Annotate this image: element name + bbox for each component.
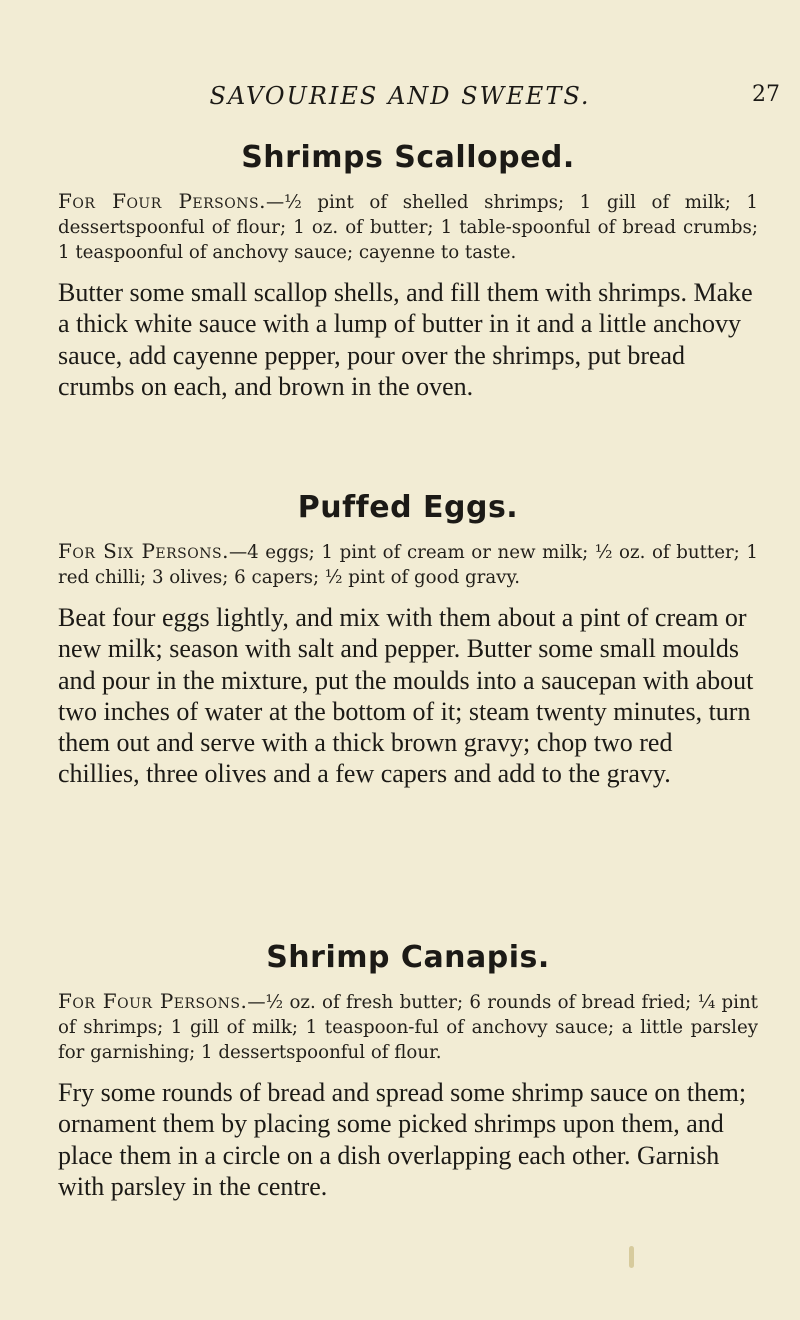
recipe-title: Shrimp Canapis. xyxy=(266,940,550,975)
recipe-shrimps-scalloped xyxy=(58,140,758,402)
method-text: Beat four eggs lightly, and mix with them about a pint of cream or new milk; season with salt and pepper. Butter some small moulds and pour in the mixture, put the moulds into a saucepan with about two inches of water at the bottom of it; steam twenty minutes, turn them out and serve with a thick brown gravy; chop two red chillies, three olives and a few capers and add to the gravy. xyxy=(58,603,754,789)
recipe-puffed-eggs xyxy=(58,490,758,790)
method-text: Butter some small scallop shells, and fill them with shrimps. Make a thick white sauce with a lump of butter in it and a little anchovy sauce, add cayenne pepper, pour over the shrimps, put bread crumbs on each, and brown in the oven. xyxy=(58,278,753,401)
running-header xyxy=(0,82,800,114)
ingredients-list xyxy=(58,189,758,265)
servings-label: For Four Persons. xyxy=(58,989,248,1013)
page-number: 27 xyxy=(752,82,780,107)
ingredients-text: —4 eggs; 1 pint of cream or new milk; ½ oz. of butter; 1 red chilli; 3 olives; 6 capers; ½ pint of good gravy. xyxy=(58,542,758,588)
recipe-title: Shrimps Scalloped. xyxy=(241,140,575,175)
ingredients-list xyxy=(58,539,758,590)
servings-label: For Four Persons. xyxy=(58,189,266,213)
ingredients-list xyxy=(58,989,758,1065)
recipe-title: Puffed Eggs. xyxy=(297,490,519,525)
running-title: SAVOURIES AND SWEETS. xyxy=(209,82,591,110)
recipe-shrimp-canapis xyxy=(58,940,758,1202)
ink-stain xyxy=(629,1246,634,1268)
ingredients-text: —½ pint of shelled shrimps; 1 gill of milk; 1 dessertspoonful of flour; 1 oz. of butter; 1 table-spoonful of bread crumbs; 1 teaspoonful of anchovy sauce; cayenne to taste. xyxy=(58,192,759,263)
method-text: Fry some rounds of bread and spread some shrimp sauce on them; ornament them by placing some picked shrimps upon them, and place them in a circle on a dish overlapping each other. Garnish with parsley in the centre. xyxy=(58,1078,747,1201)
ingredients-text: —½ oz. of fresh butter; 6 rounds of bread fried; ¼ pint of shrimps; 1 gill of milk; 1 teaspoon-ful of anchovy sauce; a little parsley for garnishing; 1 dessertspoonful of flour. xyxy=(58,992,758,1063)
servings-label: For Six Persons. xyxy=(58,539,229,563)
